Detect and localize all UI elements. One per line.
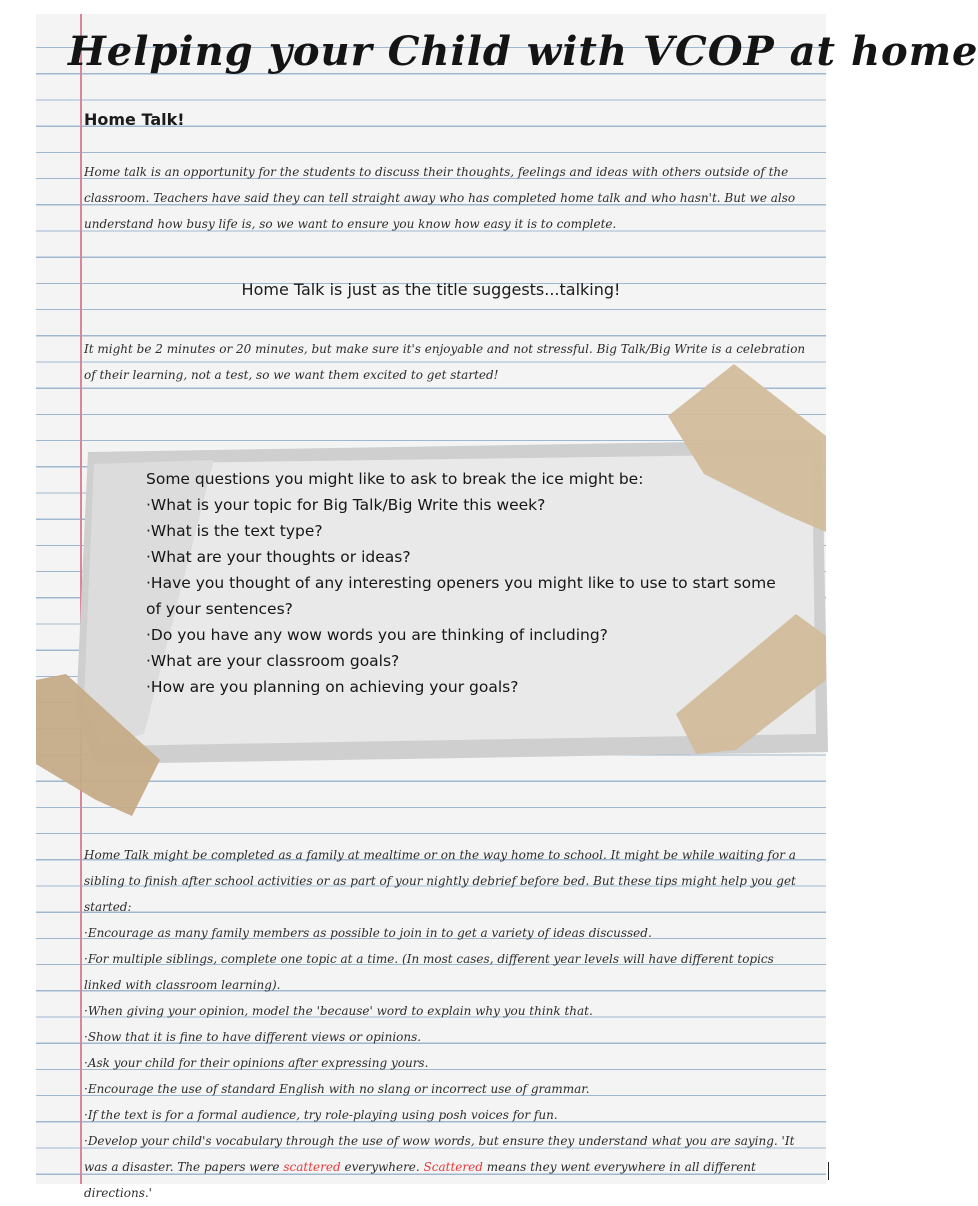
highlighted-word: scattered xyxy=(283,1160,341,1174)
tape-bottom-right xyxy=(676,614,826,754)
tips-list xyxy=(84,920,806,1206)
intro-paragraph: Home talk is an opportunity for the students to discuss their thoughts, feelings and ideas with others outside of the classroom. Teachers have said they can tell straight away who has completed home talk and who hasn't. But we also understand how busy life is, so we want to ensure you know how easy it is to complete. xyxy=(84,165,796,231)
question-item: ·Have you thought of any interesting openers you might like to use to start some of your sentences? xyxy=(146,574,776,618)
subheading: Home Talk is just as the title suggests...talking! xyxy=(241,280,621,299)
tip-item: ·Encourage the use of standard English with no slang or incorrect use of grammar. xyxy=(84,1082,590,1096)
tip-item: ·Show that it is fine to have different views or opinions. xyxy=(84,1030,422,1044)
question-item: ·What is the text type? xyxy=(146,522,323,540)
question-item: ·How are you planning on achieving your goals? xyxy=(146,678,519,696)
tip-text: everywhere. xyxy=(340,1160,424,1174)
tip-item: ·For multiple siblings, complete one topic at a time. (In most cases, different year levels will have different topics linked with classroom learning). xyxy=(84,952,774,992)
home-talk-heading: Home Talk! xyxy=(84,110,185,129)
tip-text: means they went everywhere in all different directions.' xyxy=(84,1160,756,1200)
tip-item-vocabulary xyxy=(84,1128,806,1206)
question-item: ·What are your classroom goals? xyxy=(146,652,400,670)
tip-item: ·Encourage as many family members as possible to join in to get a variety of ideas discussed. xyxy=(84,926,652,940)
family-paragraph: Home Talk might be completed as a family at mealtime or on the way home to school. It might be while waiting for a sibling to finish after school activities or as part of your nightly debrief before bed. But these tips might help you get started: xyxy=(84,848,796,914)
tape-bottom-left xyxy=(36,674,166,824)
question-item: ·What is your topic for Big Talk/Big Write this week? xyxy=(146,496,546,514)
text-cursor xyxy=(828,1162,829,1180)
lined-paper xyxy=(36,14,978,1200)
tip-text: ·Develop your child's vocabulary through the use of wow words, but ensure they understand what you are saying. 'It was a disaster. The papers were xyxy=(84,1134,795,1174)
tip-item: ·When giving your opinion, model the 'because' word to explain why you think that. xyxy=(84,1004,593,1018)
highlighted-word: Scattered xyxy=(423,1160,483,1174)
tape-top-right xyxy=(664,364,826,534)
page-title: Helping your Child with VCOP at home xyxy=(68,28,978,75)
question-item: ·Do you have any wow words you are thinking of including? xyxy=(146,626,608,644)
tip-item: ·Ask your child for their opinions after expressing yours. xyxy=(84,1056,429,1070)
tip-item: ·If the text is for a formal audience, try role-playing using posh voices for fun. xyxy=(84,1108,558,1122)
duration-paragraph: It might be 2 minutes or 20 minutes, but make sure it's enjoyable and not stressful. Big Talk/Big Write is a celebration of their learning, not a test, so we want them excited to get started! xyxy=(84,342,806,382)
question-item: ·What are your thoughts or ideas? xyxy=(146,548,411,566)
question-intro: Some questions you might like to ask to break the ice might be: xyxy=(146,470,644,488)
